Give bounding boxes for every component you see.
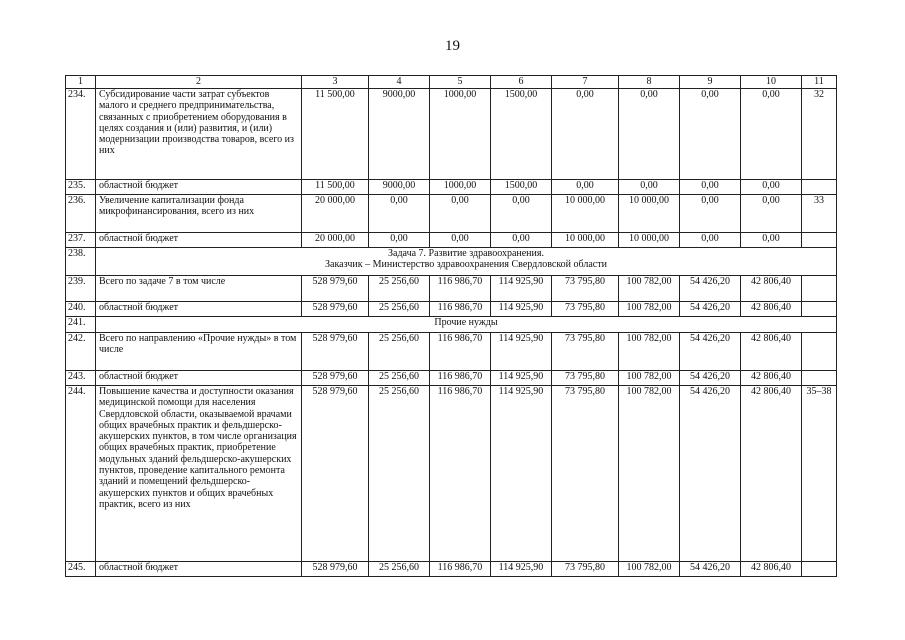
- amount-cell: 54 426,20: [680, 386, 741, 562]
- target-reference: [802, 562, 837, 577]
- amount-cell: 10 000,00: [552, 233, 619, 248]
- row-number: 243.: [66, 371, 96, 386]
- budget-table: [65, 75, 837, 577]
- column-header: 2: [96, 76, 302, 89]
- amount-cell: 0,00: [680, 89, 741, 180]
- amount-cell: 42 806,40: [741, 333, 802, 371]
- amount-cell: 528 979,60: [302, 276, 369, 302]
- table-row: [66, 333, 837, 371]
- amount-cell: 9000,00: [369, 89, 430, 180]
- amount-cell: 114 925,90: [491, 302, 552, 317]
- amount-cell: 116 986,70: [430, 371, 491, 386]
- row-description: Увеличение капитализации фонда микрофинансирования, всего из них: [96, 195, 302, 233]
- amount-cell: 0,00: [369, 195, 430, 233]
- section-heading: [96, 248, 837, 276]
- table-row: [66, 195, 837, 233]
- amount-cell: 0,00: [619, 180, 680, 195]
- amount-cell: 0,00: [369, 233, 430, 248]
- amount-cell: 0,00: [680, 233, 741, 248]
- amount-cell: 10 000,00: [552, 195, 619, 233]
- amount-cell: 100 782,00: [619, 333, 680, 371]
- table-row: [66, 386, 837, 562]
- amount-cell: 25 256,60: [369, 371, 430, 386]
- target-reference: [802, 180, 837, 195]
- amount-cell: 100 782,00: [619, 386, 680, 562]
- amount-cell: 114 925,90: [491, 276, 552, 302]
- amount-cell: 114 925,90: [491, 333, 552, 371]
- amount-cell: 42 806,40: [741, 371, 802, 386]
- table-row: [66, 562, 837, 577]
- row-description: Субсидирование части затрат субъектов малого и среднего предпринимательства, связанных с приобретением оборудования в целях создания и (или) развития, и (или) модернизации производства товаров, всего из них: [96, 89, 302, 180]
- row-number: 242.: [66, 333, 96, 371]
- amount-cell: 42 806,40: [741, 562, 802, 577]
- row-description: областной бюджет: [96, 562, 302, 577]
- amount-cell: 20 000,00: [302, 233, 369, 248]
- amount-cell: 73 795,80: [552, 333, 619, 371]
- table-row: [66, 233, 837, 248]
- table-row: [66, 302, 837, 317]
- row-number: 235.: [66, 180, 96, 195]
- amount-cell: 54 426,20: [680, 333, 741, 371]
- row-number: 238.: [66, 248, 96, 276]
- target-reference: [802, 302, 837, 317]
- amount-cell: 114 925,90: [491, 386, 552, 562]
- header-row: [66, 76, 837, 89]
- amount-cell: 73 795,80: [552, 386, 619, 562]
- amount-cell: 0,00: [741, 180, 802, 195]
- amount-cell: 116 986,70: [430, 302, 491, 317]
- amount-cell: 100 782,00: [619, 302, 680, 317]
- amount-cell: 54 426,20: [680, 276, 741, 302]
- amount-cell: 42 806,40: [741, 302, 802, 317]
- row-number: 236.: [66, 195, 96, 233]
- amount-cell: 100 782,00: [619, 371, 680, 386]
- page-number: 19: [445, 38, 460, 54]
- amount-cell: 25 256,60: [369, 562, 430, 577]
- column-header: 1: [66, 76, 96, 89]
- amount-cell: 0,00: [741, 195, 802, 233]
- amount-cell: 0,00: [741, 233, 802, 248]
- amount-cell: 25 256,60: [369, 276, 430, 302]
- row-description: Всего по направлению «Прочие нужды» в том числе: [96, 333, 302, 371]
- row-description: областной бюджет: [96, 302, 302, 317]
- amount-cell: 528 979,60: [302, 333, 369, 371]
- amount-cell: 528 979,60: [302, 371, 369, 386]
- amount-cell: 42 806,40: [741, 276, 802, 302]
- amount-cell: 25 256,60: [369, 302, 430, 317]
- row-description: областной бюджет: [96, 371, 302, 386]
- amount-cell: 0,00: [430, 195, 491, 233]
- amount-cell: 1000,00: [430, 89, 491, 180]
- column-header: 6: [491, 76, 552, 89]
- row-number: 234.: [66, 89, 96, 180]
- amount-cell: 116 986,70: [430, 386, 491, 562]
- column-header: 4: [369, 76, 430, 89]
- amount-cell: 73 795,80: [552, 302, 619, 317]
- amount-cell: 73 795,80: [552, 371, 619, 386]
- table-row: [66, 276, 837, 302]
- target-reference: [802, 371, 837, 386]
- row-number: 244.: [66, 386, 96, 562]
- target-reference: 33: [802, 195, 837, 233]
- amount-cell: 54 426,20: [680, 371, 741, 386]
- amount-cell: 1000,00: [430, 180, 491, 195]
- amount-cell: 0,00: [552, 89, 619, 180]
- amount-cell: 0,00: [552, 180, 619, 195]
- amount-cell: 10 000,00: [619, 233, 680, 248]
- amount-cell: 114 925,90: [491, 562, 552, 577]
- amount-cell: 0,00: [491, 233, 552, 248]
- column-header: 3: [302, 76, 369, 89]
- amount-cell: 528 979,60: [302, 302, 369, 317]
- amount-cell: 114 925,90: [491, 371, 552, 386]
- row-number: 241.: [66, 317, 96, 333]
- amount-cell: 73 795,80: [552, 562, 619, 577]
- amount-cell: 100 782,00: [619, 276, 680, 302]
- row-number: 237.: [66, 233, 96, 248]
- section-heading-line: Прочие нужды: [434, 317, 498, 328]
- table-row: [66, 248, 837, 276]
- amount-cell: 42 806,40: [741, 386, 802, 562]
- amount-cell: 54 426,20: [680, 302, 741, 317]
- amount-cell: 0,00: [741, 89, 802, 180]
- row-description: Всего по задаче 7 в том числе: [96, 276, 302, 302]
- row-number: 240.: [66, 302, 96, 317]
- amount-cell: 0,00: [430, 233, 491, 248]
- amount-cell: 9000,00: [369, 180, 430, 195]
- amount-cell: 73 795,80: [552, 276, 619, 302]
- target-reference: [802, 333, 837, 371]
- section-heading-line: Заказчик – Министерство здравоохранения Свердловской области: [325, 259, 607, 271]
- amount-cell: 0,00: [680, 195, 741, 233]
- section-heading-line: Задача 7. Развитие здравоохранения.: [388, 248, 544, 259]
- target-reference: [802, 233, 837, 248]
- column-header: 5: [430, 76, 491, 89]
- column-header: 10: [741, 76, 802, 89]
- amount-cell: 116 986,70: [430, 276, 491, 302]
- table-row: [66, 317, 837, 333]
- amount-cell: 116 986,70: [430, 333, 491, 371]
- amount-cell: 11 500,00: [302, 180, 369, 195]
- column-header: 7: [552, 76, 619, 89]
- amount-cell: 0,00: [491, 195, 552, 233]
- amount-cell: 100 782,00: [619, 562, 680, 577]
- table-row: [66, 89, 837, 180]
- table-row: [66, 180, 837, 195]
- column-header: 11: [802, 76, 837, 89]
- amount-cell: 0,00: [619, 89, 680, 180]
- amount-cell: 528 979,60: [302, 386, 369, 562]
- target-reference: [802, 276, 837, 302]
- row-number: 239.: [66, 276, 96, 302]
- amount-cell: 25 256,60: [369, 333, 430, 371]
- amount-cell: 11 500,00: [302, 89, 369, 180]
- amount-cell: 1500,00: [491, 89, 552, 180]
- amount-cell: 528 979,60: [302, 562, 369, 577]
- section-heading: [96, 317, 837, 333]
- row-number: 245.: [66, 562, 96, 577]
- amount-cell: 0,00: [680, 180, 741, 195]
- column-header: 8: [619, 76, 680, 89]
- table-row: [66, 371, 837, 386]
- column-header: 9: [680, 76, 741, 89]
- row-description: областной бюджет: [96, 180, 302, 195]
- amount-cell: 54 426,20: [680, 562, 741, 577]
- amount-cell: 25 256,60: [369, 386, 430, 562]
- target-reference: 32: [802, 89, 837, 180]
- amount-cell: 10 000,00: [619, 195, 680, 233]
- row-description: областной бюджет: [96, 233, 302, 248]
- target-reference: 35–38: [802, 386, 837, 562]
- amount-cell: 20 000,00: [302, 195, 369, 233]
- row-description: Повышение качества и доступности оказания медицинской помощи для населения Свердловской области, оказываемой врачами общих врачебных практик и фельдшерско-акушерских пунктов, в том числе организация общих врачебных практик, приобретение модульных зданий фельдшерско-акушерских пунктов, проведение капитального ремонта зданий и помещений фельдшерско-акушерских пунктов и общих врачебных практик, всего из них: [96, 386, 302, 562]
- amount-cell: 1500,00: [491, 180, 552, 195]
- amount-cell: 116 986,70: [430, 562, 491, 577]
